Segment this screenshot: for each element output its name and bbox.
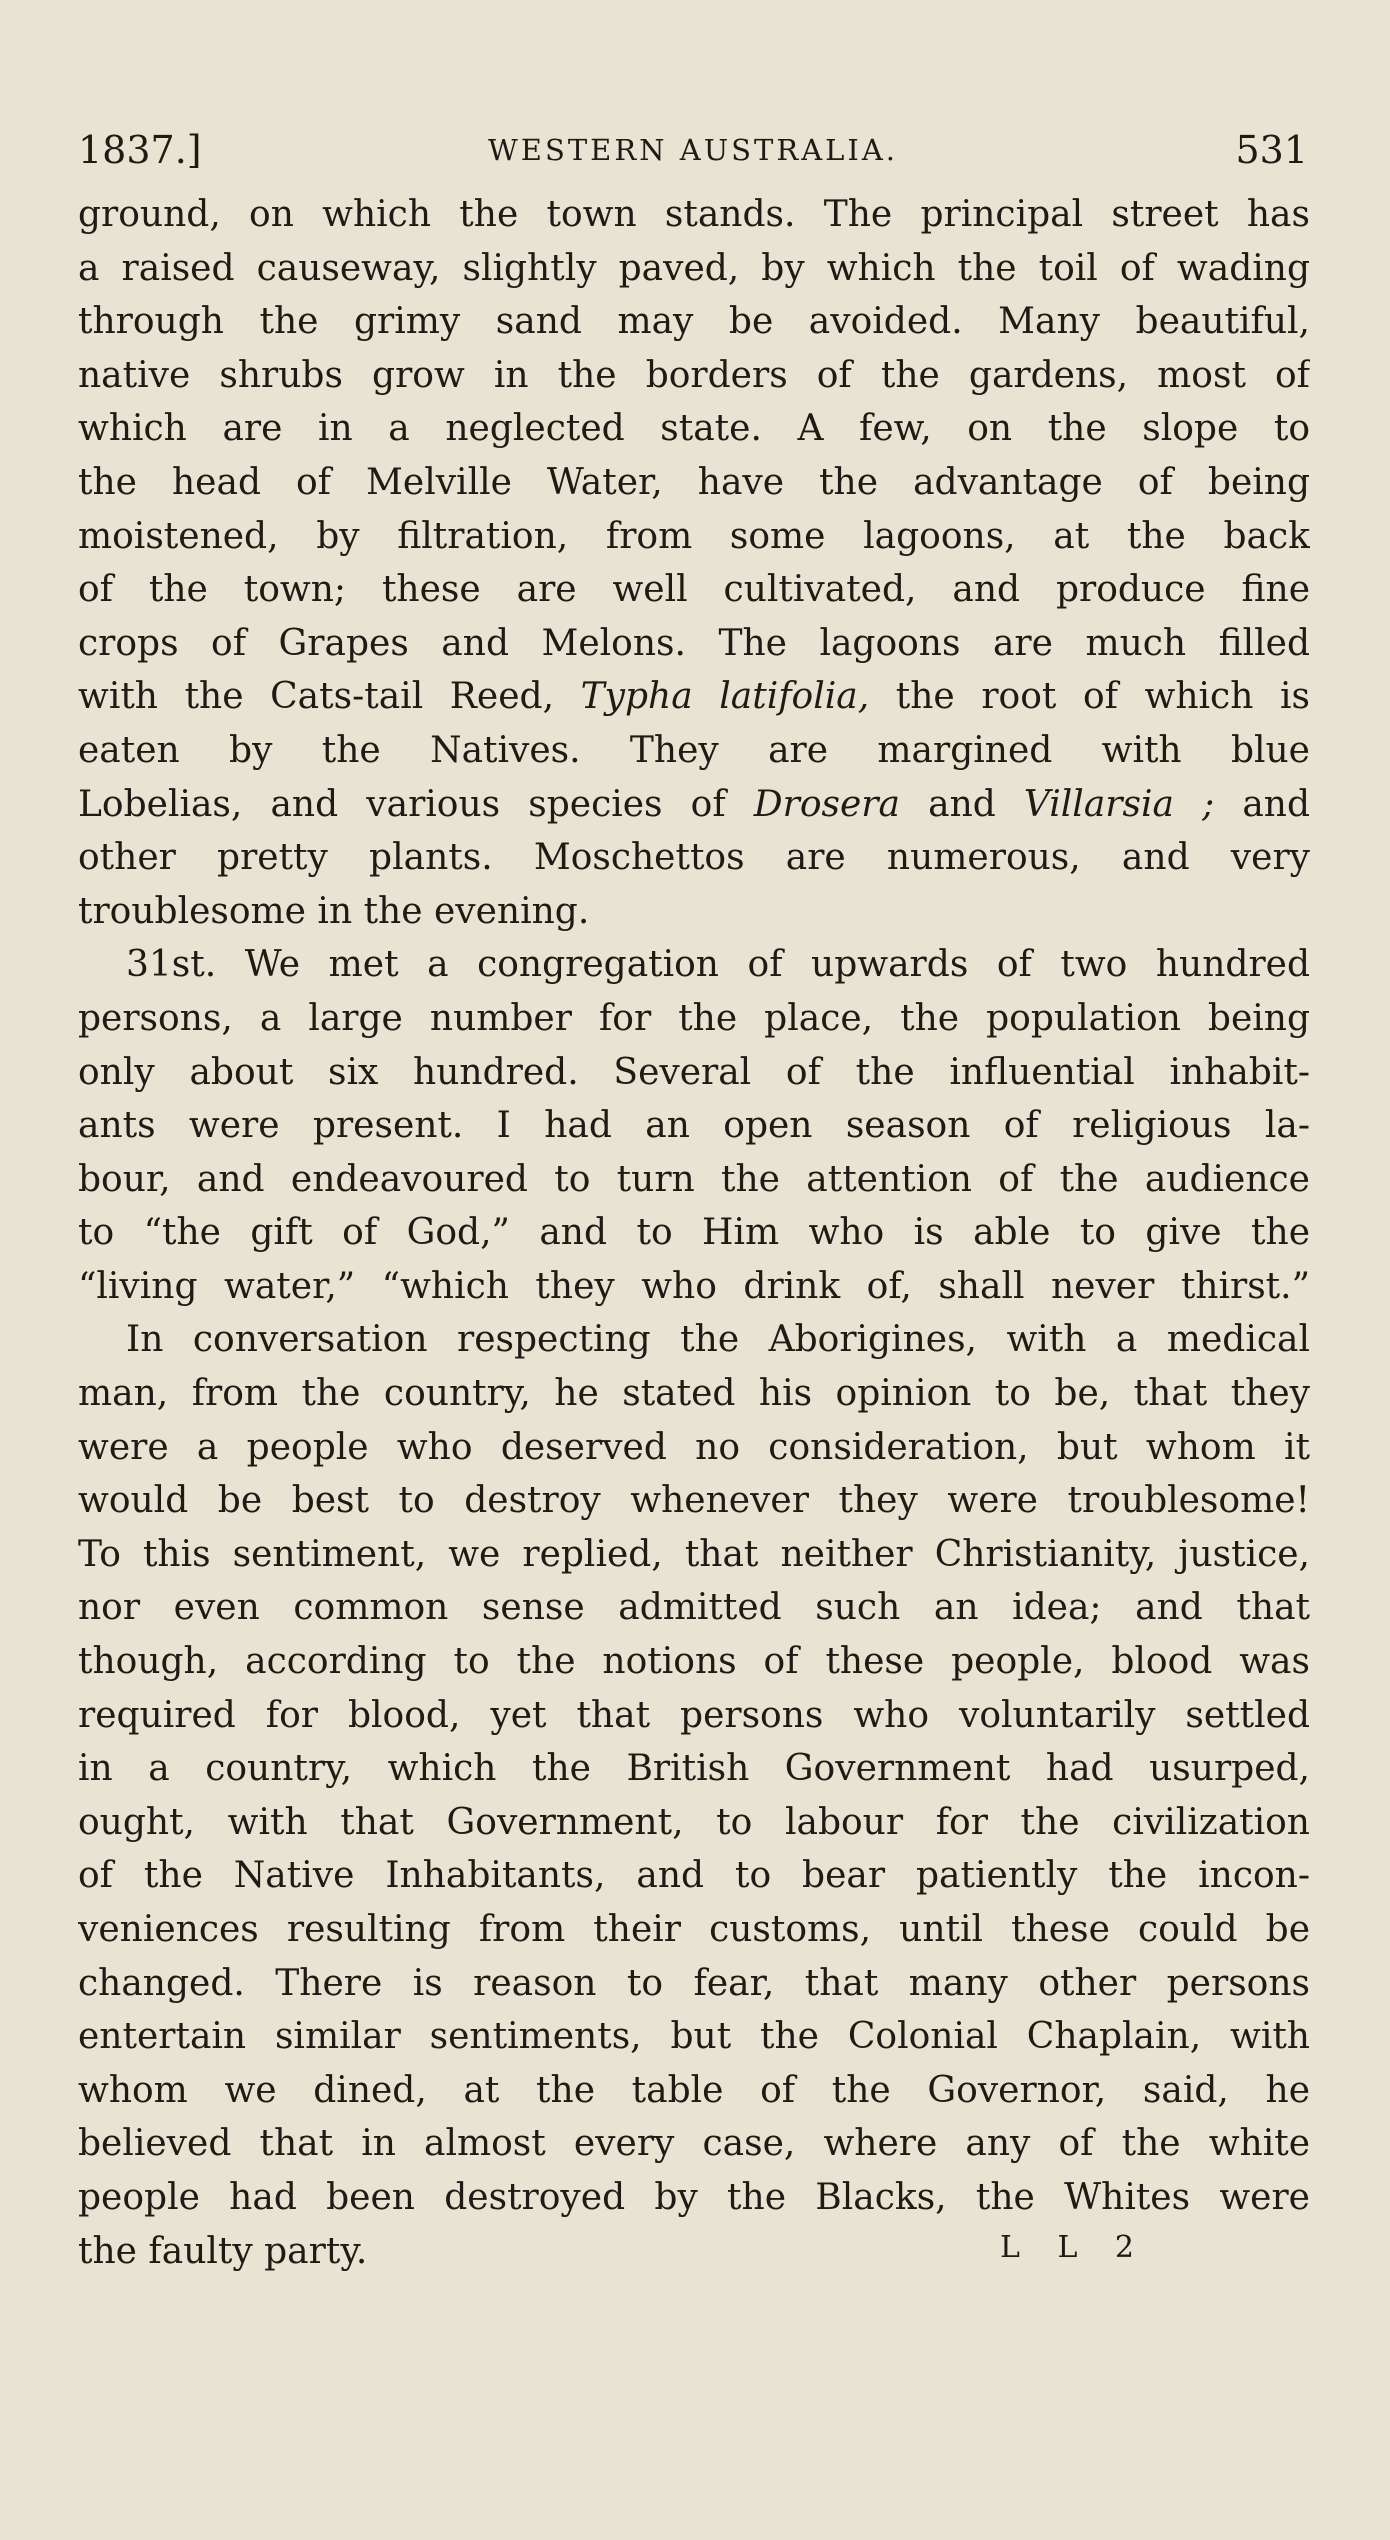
running-head: [78, 120, 1308, 180]
signature-mark: L L 2: [1000, 2230, 1149, 2265]
text-line: through the grimy sand may be avoided. Many beautiful,: [78, 301, 1310, 343]
text-line: bour, and endeavoured to turn the attention of the audience: [78, 1158, 1310, 1200]
text-line: ground, on which the town stands. The principal street has: [78, 194, 1310, 235]
running-head-year: 1837.]: [78, 128, 202, 172]
text-line: with the Cats-tail Reed, Typha latifolia, the root of which is: [78, 676, 1310, 718]
page-number: 531: [1235, 128, 1308, 172]
text-line: were a people who deserved no consideration, but whom it: [78, 1426, 1310, 1468]
text-line: changed. There is reason to fear, that many other persons: [78, 1962, 1310, 2004]
text-line: though, according to the notions of these people, blood was: [78, 1641, 1310, 1683]
text-line: entertain similar sentiments, but the Colonial Chaplain, with: [78, 2016, 1310, 2058]
text-line: 31st. We met a congregation of upwards of two hundred: [126, 944, 1310, 986]
text-line: persons, a large number for the place, the population being: [78, 997, 1310, 1039]
text-line: In conversation respecting the Aborigines, with a medical: [126, 1319, 1310, 1361]
text-line: whom we dined, at the table of the Governor, said, he: [78, 2069, 1310, 2111]
running-head-title: WESTERN AUSTRALIA.: [487, 133, 899, 167]
text-line: moistened, by filtration, from some lagoons, at the back: [78, 515, 1310, 557]
text-line: would be best to destroy whenever they were troublesome!: [78, 1480, 1310, 1522]
text-line: the head of Melville Water, have the advantage of being: [78, 461, 1310, 503]
text-line: the faulty party.: [78, 2230, 368, 2272]
text-line: native shrubs grow in the borders of the gardens, most of: [78, 354, 1310, 396]
text-line: in a country, which the British Government had usurped,: [78, 1748, 1310, 1790]
text-line: which are in a neglected state. A few, on the slope to: [78, 408, 1310, 450]
text-line: veniences resulting from their customs, until these could be: [78, 1909, 1310, 1950]
text-line: Lobelias, and various species of Drosera and Villarsia ; and: [78, 783, 1310, 825]
text-line: crops of Grapes and Melons. The lagoons are much filled: [78, 622, 1310, 664]
text-line: required for blood, yet that persons who voluntarily settled: [78, 1694, 1310, 1736]
text-line: of the Native Inhabitants, and to bear patiently the incon-: [78, 1855, 1310, 1897]
text-line: to “the gift of God,” and to Him who is able to give the: [78, 1212, 1310, 1254]
text-line: people had been destroyed by the Blacks, the Whites were: [78, 2176, 1310, 2218]
body-text: [78, 188, 1310, 2278]
text-line: of the town; these are well cultivated, and produce fine: [78, 569, 1310, 611]
text-line: nor even common sense admitted such an idea; and that: [78, 1587, 1310, 1629]
text-line: troublesome in the evening.: [78, 890, 590, 932]
text-line: only about six hundred. Several of the influential inhabit-: [78, 1051, 1310, 1093]
text-line: To this sentiment, we replied, that neither Christianity, justice,: [78, 1533, 1310, 1575]
text-line: believed that in almost every case, where any of the white: [78, 2123, 1310, 2165]
text-line: “living water,” “which they who drink of, shall never thirst.”: [78, 1265, 1310, 1307]
text-line: other pretty plants. Moschettos are numerous, and very: [78, 837, 1310, 879]
text-line: a raised causeway, slightly paved, by which the toil of wading: [78, 247, 1310, 289]
text-line: eaten by the Natives. They are margined with blue: [78, 729, 1310, 771]
text-line: man, from the country, he stated his opinion to be, that they: [78, 1373, 1310, 1415]
text-line: ought, with that Government, to labour for the civilization: [78, 1801, 1310, 1843]
text-line: ants were present. I had an open season of religious la-: [78, 1105, 1310, 1147]
